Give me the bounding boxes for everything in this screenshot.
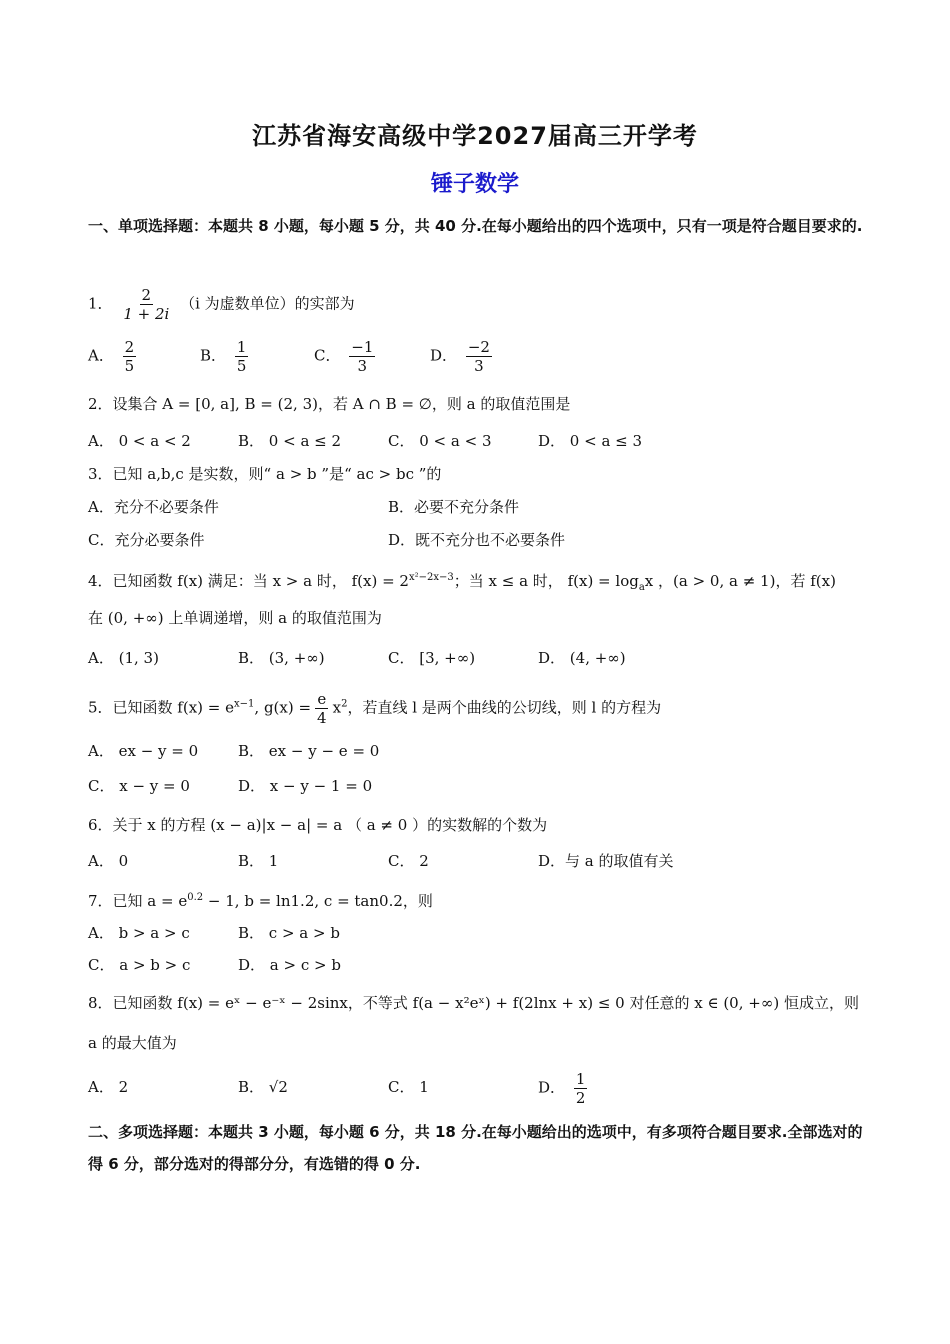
option-c	[314, 338, 379, 375]
fraction-denominator: 2	[575, 1089, 586, 1107]
option-label: D．	[538, 1078, 566, 1097]
option-fraction	[466, 338, 492, 375]
option-c: C． a > b > c	[88, 956, 191, 974]
option-a: A． 0 < a < 2	[88, 432, 191, 450]
section-2-instructions: 二、多项选择题：本题共 3 小题，每小题 6 分，共 18 分.在每小题给出的选项中，有多项符合题目要求.全部选对的得 6 分，部分选对的得部分分，有选错的得 0 分.	[88, 1123, 863, 1173]
fraction-numerator: e	[317, 690, 327, 708]
question-7-text-part: 7．已知 a = e	[88, 892, 188, 910]
option-fraction	[123, 338, 137, 375]
question-4-options	[88, 647, 863, 677]
question-4-text-part: ；当 x ≤ a 时， f(x) = log	[453, 572, 639, 590]
question-5-text-part: x	[332, 698, 342, 717]
option-c: C． [3, +∞)	[388, 649, 476, 667]
fraction-denominator: 4	[317, 709, 327, 727]
question-7	[88, 887, 863, 912]
option-b: B． √2	[238, 1078, 288, 1096]
option-label: B．	[200, 346, 227, 365]
option-a: A． (1, 3)	[88, 649, 159, 667]
option-fraction	[235, 338, 249, 375]
option-b: B． (3, +∞)	[238, 649, 325, 667]
question-1-text: （i 为虚数单位）的实部为	[180, 294, 355, 313]
exponent: 2	[341, 698, 348, 710]
option-c: C． 0 < a < 3	[388, 432, 492, 450]
option-b: B．必要不充分条件	[388, 498, 520, 516]
page-title: 江苏省海安高级中学2027届高三开学考	[252, 122, 698, 150]
question-5-text-part: , g(x) =	[254, 698, 312, 717]
question-1	[88, 286, 863, 323]
question-5-text-part: 5．已知函数 f(x) = e	[88, 698, 235, 717]
question-7-options-row2	[88, 954, 863, 984]
option-c: C． x − y = 0	[88, 777, 190, 795]
option-c: C． 2	[388, 852, 429, 870]
option-b: B． 0 < a ≤ 2	[238, 432, 342, 450]
option-a	[88, 338, 140, 375]
fraction-denominator: 3	[357, 357, 368, 375]
question-3-options-row2	[88, 529, 863, 559]
question-7-options-row1	[88, 922, 863, 952]
option-a: A．充分不必要条件	[88, 498, 219, 516]
option-b: B． ex − y − e = 0	[238, 742, 380, 760]
exponent: 0.2	[187, 892, 204, 903]
question-5-text-part: ，若直线 l 是两个曲线的公切线，则 l 的方程为	[347, 698, 662, 717]
question-8-options	[88, 1070, 863, 1107]
question-3: 3．已知 a,b,c 是实数，则“ a > b ”是“ ac > bc ”的	[88, 465, 442, 483]
section-1-instructions: 一、单项选择题：本题共 8 小题，每小题 5 分，共 40 分.在每小题给出的四个选项中，只有一项是符合题目要求的.	[88, 217, 863, 235]
question-5-options-row2	[88, 775, 863, 805]
option-b: B． 1	[238, 852, 279, 870]
option-d: D． 0 < a ≤ 3	[538, 432, 643, 450]
question-7-text-part: − 1, b = ln1.2, c = tan0.2，则	[203, 892, 433, 910]
option-a: A． 2	[88, 1078, 129, 1096]
exponent: x²−2x−3	[408, 572, 454, 583]
option-d: D． (4, +∞)	[538, 649, 626, 667]
option-d	[538, 1070, 591, 1107]
option-label: D．	[430, 346, 458, 365]
option-d	[430, 338, 496, 375]
question-1-options	[88, 338, 863, 375]
option-d: D． x − y − 1 = 0	[238, 777, 373, 795]
question-5	[88, 690, 863, 727]
fraction-denominator: 1 + 2i	[123, 305, 170, 323]
option-a: A． ex − y = 0	[88, 742, 199, 760]
question-2: 2．设集合 A = [0, a], B = (2, 3)，若 A ∩ B = ∅，则 a 的取值范围是	[88, 395, 571, 413]
option-fraction	[349, 338, 375, 375]
question-5-fraction	[315, 690, 329, 727]
fraction-numerator: −1	[351, 338, 374, 356]
option-d: D．与 a 的取值有关	[538, 852, 674, 870]
option-c: C． 1	[388, 1078, 429, 1096]
question-4-line-1	[88, 567, 863, 599]
option-fraction	[574, 1070, 588, 1107]
question-4-text-part: x ，(a > 0, a ≠ 1)，若 f(x)	[644, 572, 836, 590]
question-4-line-2: 在 (0, +∞) 上单调递增，则 a 的取值范围为	[88, 609, 382, 627]
page-subtitle: 锤子数学	[430, 172, 519, 197]
fraction-numerator: 1	[236, 338, 247, 356]
exponent: x−1	[234, 698, 255, 710]
fraction-numerator: −2	[467, 338, 490, 356]
question-3-options-row1	[88, 496, 863, 526]
fraction-numerator: 2	[141, 286, 152, 304]
option-label: A．	[88, 346, 114, 365]
option-b	[200, 338, 252, 375]
fraction-denominator: 5	[124, 357, 135, 375]
option-a: A． 0	[88, 852, 129, 870]
question-2-options	[88, 430, 863, 460]
option-a: A． b > a > c	[88, 924, 190, 942]
question-5-options-row1	[88, 740, 863, 770]
fraction-numerator: 1	[575, 1070, 586, 1088]
question-4-text-part: 4．已知函数 f(x) 满足：当 x > a 时， f(x) = 2	[88, 572, 409, 590]
option-b: B． c > a > b	[238, 924, 340, 942]
log-base: a	[638, 582, 645, 593]
option-d: D．既不充分也不必要条件	[388, 531, 566, 549]
question-1-number: 1．	[88, 294, 113, 313]
fraction-denominator: 5	[236, 357, 247, 375]
fraction-denominator: 3	[474, 357, 484, 375]
fraction-numerator: 2	[124, 338, 135, 356]
question-6-options	[88, 850, 863, 880]
option-c: C．充分必要条件	[88, 531, 205, 549]
option-label: C．	[314, 346, 341, 365]
question-1-fraction	[121, 286, 171, 323]
question-6: 6．关于 x 的方程 (x − a)|x − a| = a （ a ≠ 0 ）的实数解的个数为	[88, 816, 548, 834]
option-d: D． a > c > b	[238, 956, 341, 974]
question-8: 8．已知函数 f(x) = eˣ − e⁻ˣ − 2sinx，不等式 f(a − x²eˣ) + f(2lnx + x) ≤ 0 对任意的 x ∈ (0, +∞) 恒成立，则 a 的最大值为	[88, 994, 859, 1052]
